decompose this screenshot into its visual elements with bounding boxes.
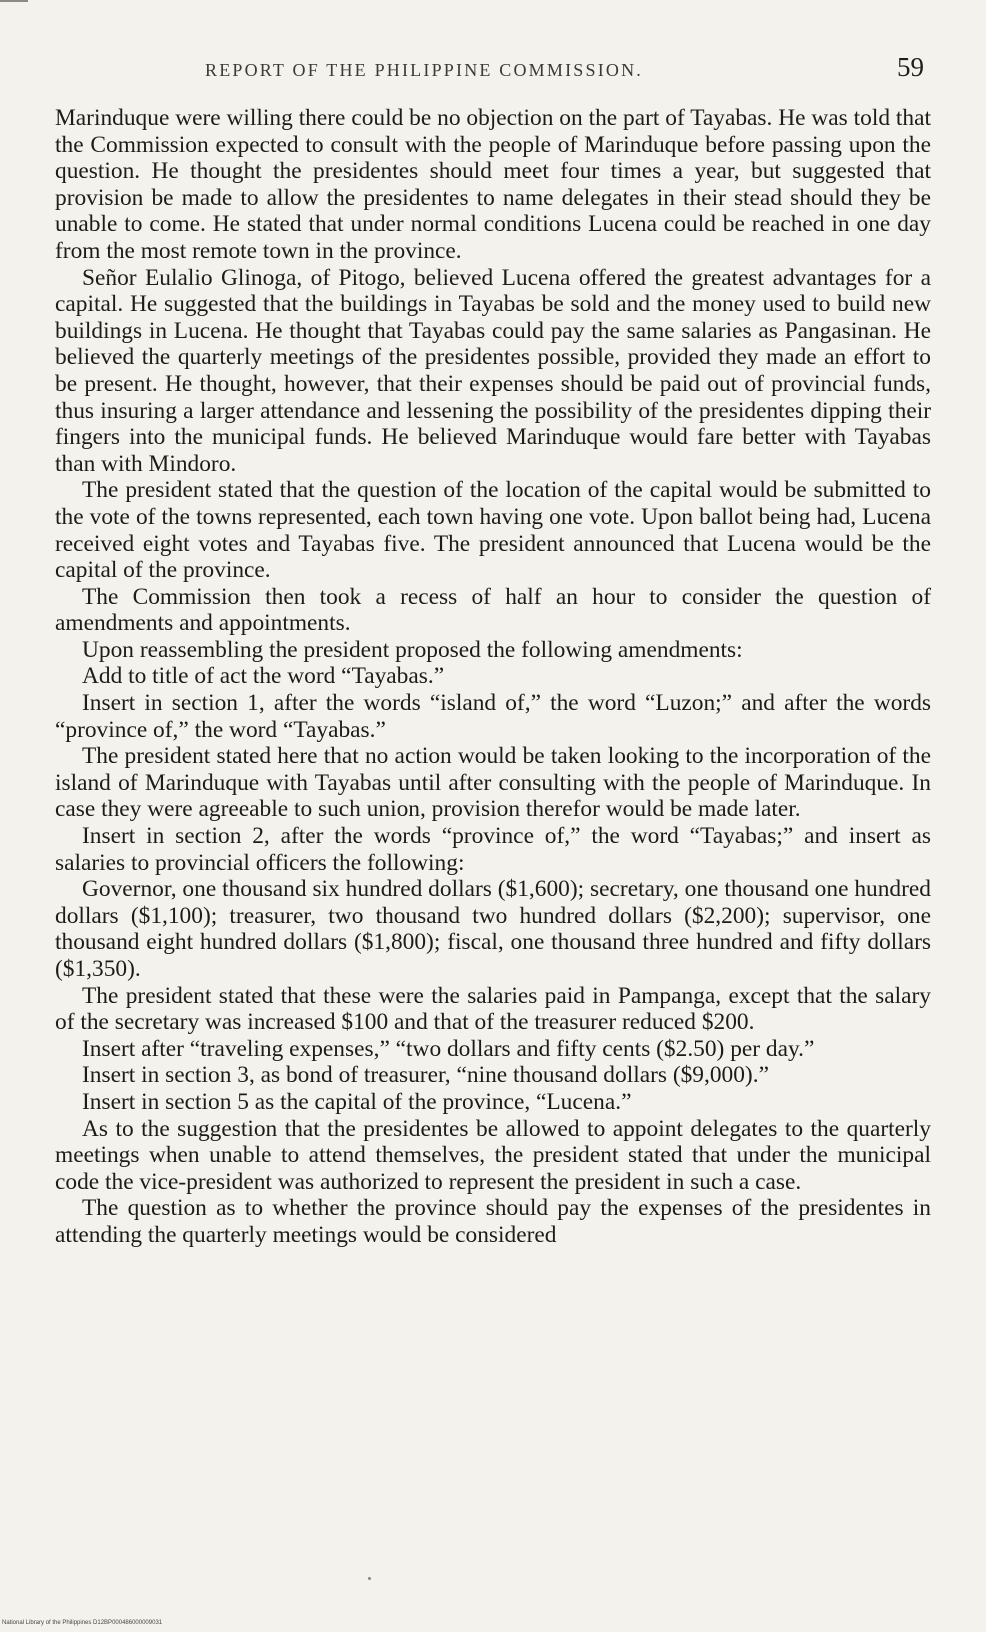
paragraph: As to the suggestion that the presidentes be allowed to appoint delegates to the quarterly meetings when unable to attend themselves, the president stated that under the municipal code the vice-president was authorized to represent the president in such a case. — [55, 1115, 931, 1195]
paragraph: The president stated here that no action would be taken looking to the incorporation of the island of Marinduque with Tayabas until after consulting with the people of Marinduque. In case they were agreeable to such union, provision therefor would be made later. — [55, 743, 931, 823]
running-title: REPORT OF THE PHILIPPINE COMMISSION. — [205, 60, 644, 80]
paragraph: The president stated that these were the salaries paid in Pampanga, except that the salary of the secretary was increased $100 and that of the treasurer reduced $200. — [55, 982, 931, 1036]
paragraph: Insert in section 3, as bond of treasurer, “nine thousand dollars ($9,000).” — [82, 1062, 769, 1089]
paragraph: Señor Eulalio Glinoga, of Pitogo, believed Lucena offered the greatest advantages for a capital. He suggested that the buildings in Tayabas be sold and the money used to build new buildings in Lucena. He thought that Tayabas could pay the same salaries as Pangasinan. He believed the quarterly meetings of the presidentes possible, provided they made an effort to be present. He thought, however, that their expenses should be paid out of provincial funds, thus insuring a larger attendance and lessening the possibility of the presidentes dipping their fingers into the municipal funds. He believed Marinduque would fare better with Tayabas than with Mindoro. — [55, 264, 931, 477]
paragraph: Add to title of act the word “Tayabas.” — [82, 663, 445, 690]
paragraph: Upon reassembling the president proposed the following amendments: — [82, 636, 743, 663]
paragraph: Governor, one thousand six hundred dollars ($1,600); secretary, one thousand one hundred dollars ($1,100); treasurer, two thousand two hundred dollars ($2,200); supervisor, one thousand eight hundred dollars ($1,800); fiscal, one thousand three hundred and fifty dollars ($1,350). — [55, 876, 931, 982]
archive-footer: National Library of the Philippines D12BP000486000009031 — [2, 1620, 163, 1626]
paragraph: The Commission then took a recess of half an hour to consider the question of amendments and appointments. — [55, 583, 931, 637]
paragraph: The question as to whether the province should pay the expenses of the presidentes in attending the quarterly meetings would be considered — [55, 1195, 931, 1248]
paragraph: Insert in section 1, after the words “island of,” the word “Luzon;” and after the words “province of,” the word “Tayabas.” — [55, 690, 931, 743]
page-number: 59 — [897, 52, 924, 82]
paragraph: Insert in section 5 as the capital of the province, “Lucena.” — [82, 1088, 632, 1115]
paragraph: Insert in section 2, after the words “province of,” the word “Tayabas;” and insert as salaries to provincial officers the following: — [55, 823, 931, 876]
paragraph: The president stated that the question of the location of the capital would be submitted to the vote of the towns represented, each town having one vote. Upon ballot being had, Lucena received eight votes and Tayabas five. The president announced that Lucena would be the capital of the province. — [55, 477, 931, 584]
paragraph: Marinduque were willing there could be no objection on the part of Tayabas. He was told that the Commission expected to consult with the people of Marinduque before passing upon the question. He thought the presidentes should meet four times a year, but suggested that provision be made to allow the presidentes to name delegates in their stead should they be unable to come. He stated that under normal conditions Lucena could be reached in one day from the most remote town in the province. — [55, 105, 931, 264]
ink-speck — [368, 1577, 371, 1580]
scan-corner-mark — [0, 0, 28, 2]
body-text — [55, 105, 931, 1249]
running-head — [0, 52, 986, 92]
paragraph: Insert after “traveling expenses,” “two dollars and fifty cents ($2.50) per day.” — [82, 1035, 815, 1062]
